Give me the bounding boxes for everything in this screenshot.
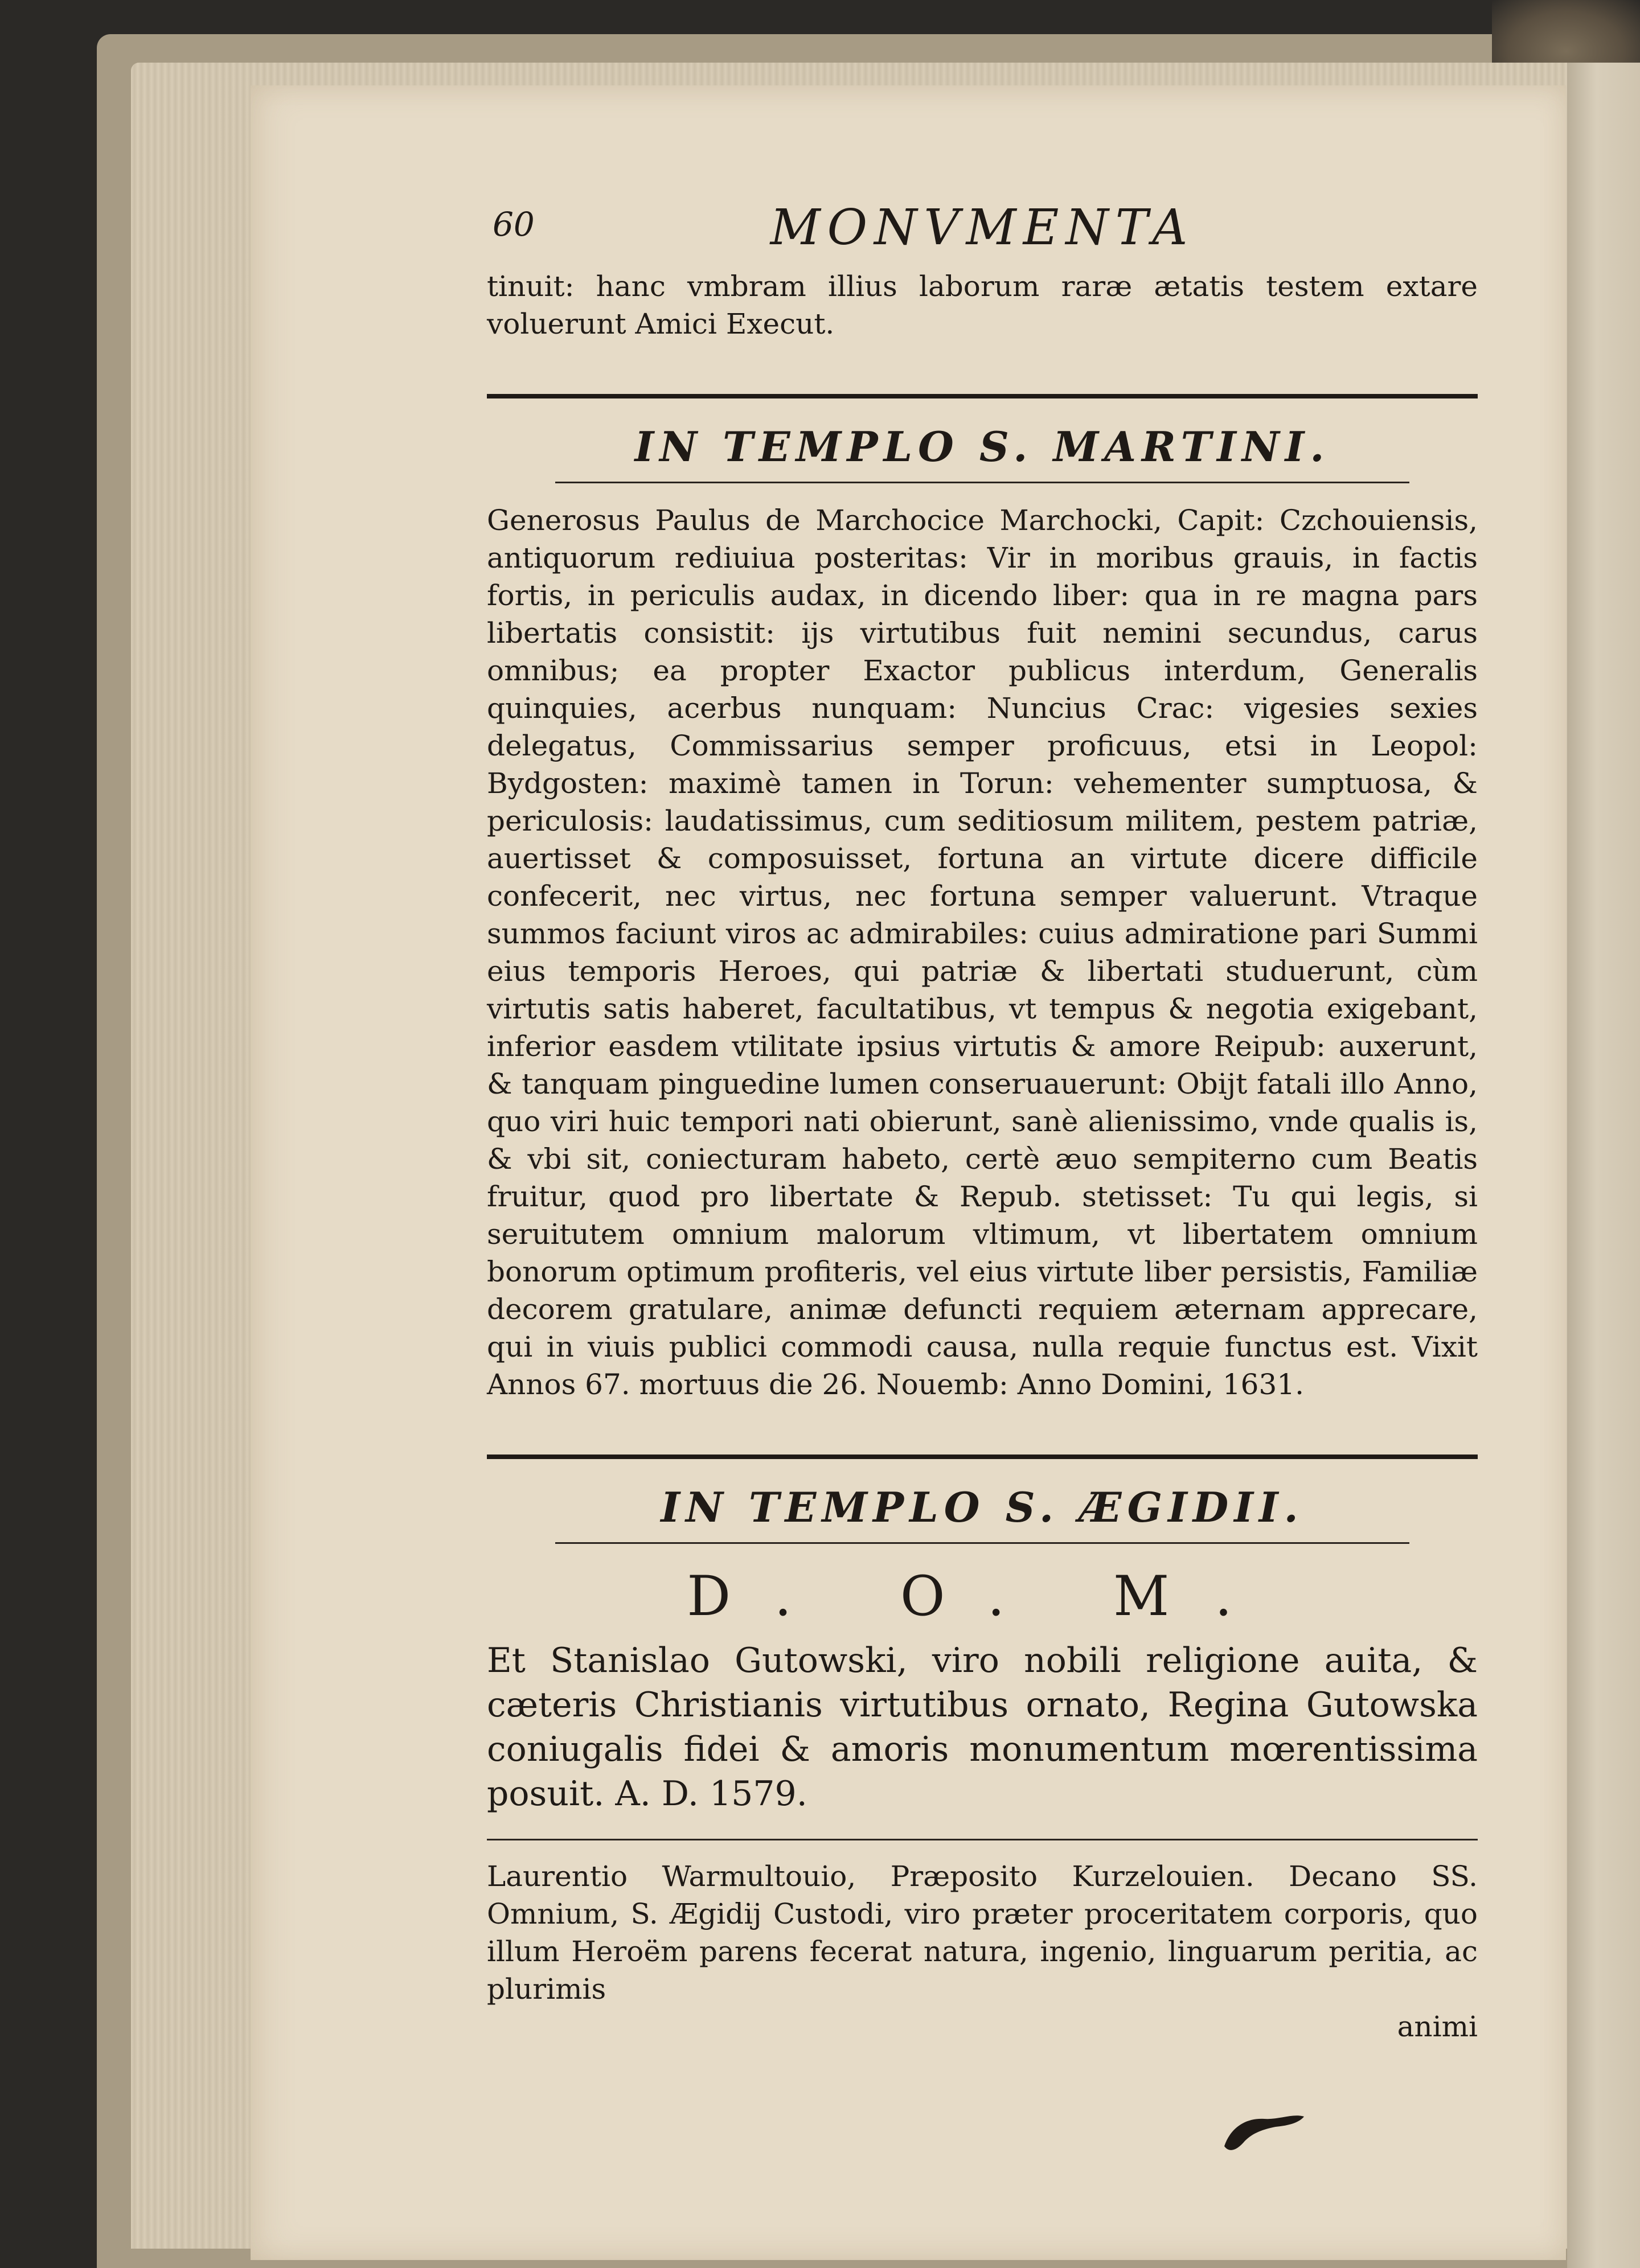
facing-page-edge [1567,63,1640,2268]
ink-blot-icon [1219,2106,1310,2158]
epitaph-paragraph-gutowski: Et Stanislao Gutowski, viro nobili religione auita, & cæteris Christianis virtutibus ornato, Regina Gutowska coniugalis fidei & amoris monumentum mœrentissima posuit. A. D. 1579. [487,1641,1478,1814]
page-number: 60 [493,205,535,244]
section-divider-thin [555,482,1409,483]
section-heading-martini: IN TEMPLO S. MARTINI. [634,422,1330,471]
running-title: MONVMENTA [770,199,1195,256]
catchword: animi [1397,2010,1478,2043]
section-divider-thin [487,1839,1478,1840]
intro-paragraph: tinuit: hanc vmbram illius laborum raræ ætatis testem extare voluerunt Amici Execut. [487,270,1478,340]
text-column [487,199,1478,2045]
section-divider-thick [487,394,1478,398]
running-head [487,199,1478,268]
section-divider-thin [555,1542,1409,1544]
dom-inscription: D. O. M. [687,1564,1278,1628]
epitaph-paragraph-warmultouio: Laurentio Warmultouio, Præposito Kurzelouien. Decano SS. Omnium, S. Ægidij Custodi, viro præter proceritatem corporis, quo illum Heroëm parens fecerat natura, ingenio, linguarum peritia, ac plurimis [487,1860,1478,2006]
section-heading-aegidii: IN TEMPLO S. ÆGIDII. [661,1483,1304,1531]
section-divider-thick [487,1455,1478,1459]
epitaph-paragraph-marchocki: Generosus Paulus de Marchocice Marchocki, Capit: Czchouiensis, antiquorum rediuiua posteritas: Vir in moribus grauis, in factis fortis, in periculis audax, in dicendo liber: qua in re magna pars libertatis consistit: ijs virtutibus fuit nemini secundus, carus omnibus; ea propter Exactor publicus interdum, Generalis quinquies, acerbus nunquam: Nuncius Crac: vigesies sexies delegatus, Commissarius semper proficuus, etsi in Leopol: Bydgosten: maximè tamen in Torun: vehementer sumptuosa, & periculosis: laudatissimus, cum seditiosum militem, pestem patriæ, auertisset & composuisset, fortuna an virtute dicere difficile confecerit, nec virtus, nec fortuna semper valuerunt. Vtraque summos faciunt viros ac admirabiles: cuius admiratione pari Summi eius temporis Heroes, qui patriæ & libertati studuerunt, cùm virtutis satis haberet, facultatibus, vt tempus & negotia exigebant, inferior easdem vtilitate ipsius virtutis & amore Reipub: auxerunt, & tanquam pinguedine lumen conseruauerunt: Obijt fatali illo Anno, quo viri huic tempori nati obierunt, sanè alienissimo, vnde qualis is, & vbi sit, coniecturam habeto, certè æuo sempiterno cum Beatis fruitur, quod pro libertate & Repub. stetisset: Tu qui legis, si seruitutem omnium malorum vltimum, vt libertatem omnium bonorum optimum profiteris, vel eius virtute liber persistis, Familiæ decorem gratulare, animæ defuncti requiem æternam apprecare, qui in viuis publici commodi causa, nulla requie functus est. Vixit Annos 67. mortuus die 26. Nouemb: Anno Domini, 1631. [487,504,1478,1401]
